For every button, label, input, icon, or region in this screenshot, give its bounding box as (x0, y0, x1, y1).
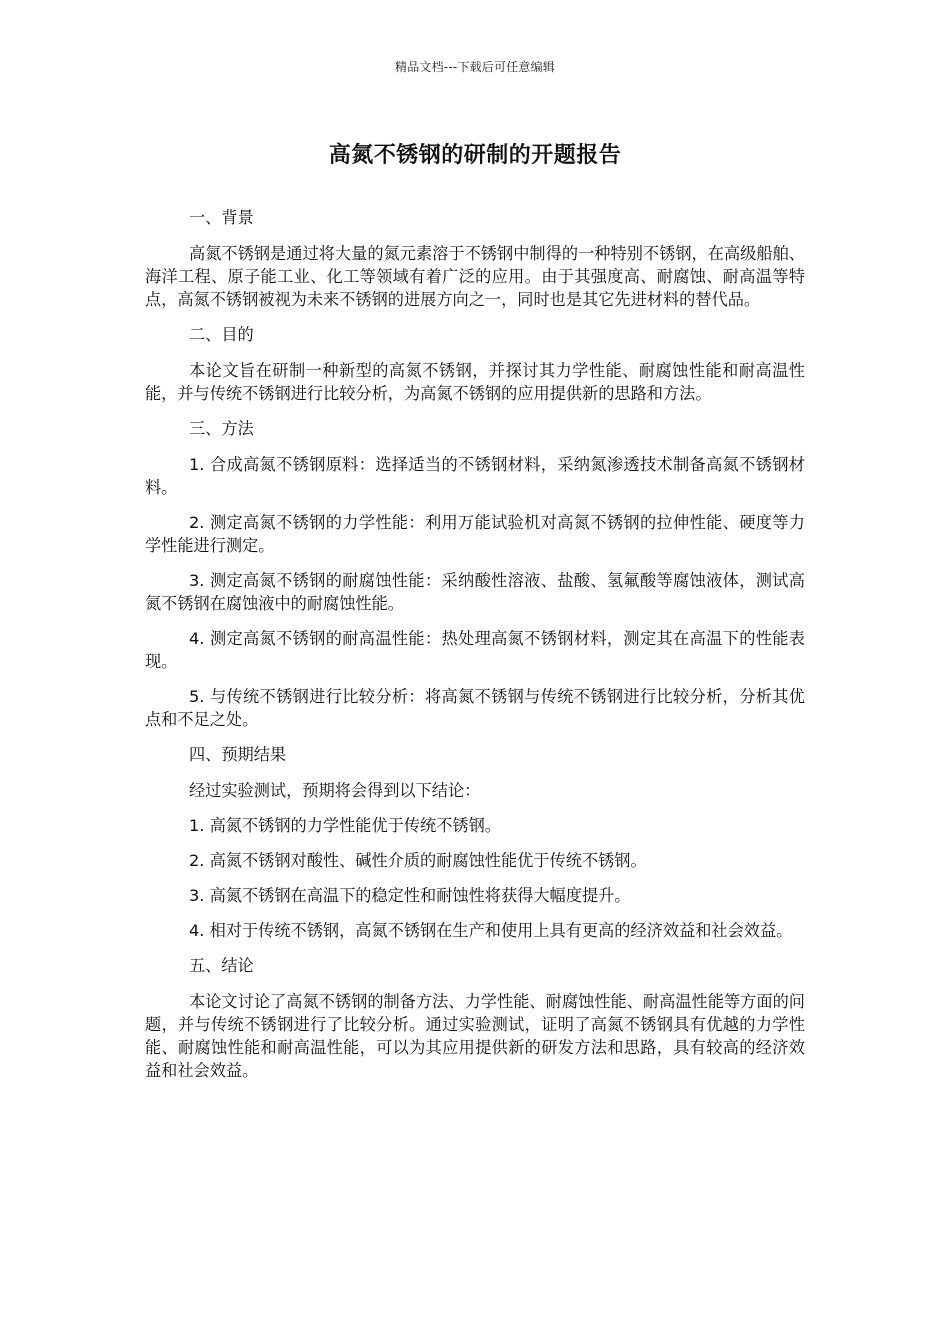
expected-intro: 经过实验测试，预期将会得到以下结论： (189, 781, 481, 800)
expected-item: 2. 高氮不锈钢对酸性、碱性介质的耐腐蚀性能优于传统不锈钢。 (189, 851, 647, 870)
section-heading-background: 一、背景 (189, 208, 254, 227)
document-title: 高氮不锈钢的研制的开题报告 (328, 143, 622, 168)
header-note: 精品文档---下载后可任意编辑 (395, 60, 555, 74)
conclusion-paragraph: 本论文讨论了高氮不锈钢的制备方法、力学性能、耐腐蚀性能、耐高温性能等方面的问题，并与传统不锈钢进行了比较分析。通过实验测试，证明了高氮不锈钢具有优越的力学性能、耐腐蚀性能和耐高温性能，可以为其应用提供新的研发方法和思路，具有较高的经济效益和社会效益。 (145, 992, 805, 1080)
method-item: 3. 测定高氮不锈钢的耐腐蚀性能：采纳酸性溶液、盐酸、氢氟酸等腐蚀液体，测试高氮不锈钢在腐蚀液中的耐腐蚀性能。 (145, 571, 805, 613)
expected-item: 3. 高氮不锈钢在高温下的稳定性和耐蚀性将获得大幅度提升。 (189, 886, 631, 905)
section-heading-conclusion: 五、结论 (189, 956, 254, 975)
method-item: 5. 与传统不锈钢进行比较分析：将高氮不锈钢与传统不锈钢进行比较分析，分析其优点和不足之处。 (145, 687, 805, 729)
purpose-paragraph: 本论文旨在研制一种新型的高氮不锈钢，并探讨其力学性能、耐腐蚀性能和耐高温性能，并与传统不锈钢进行比较分析，为高氮不锈钢的应用提供新的思路和方法。 (145, 361, 805, 403)
section-heading-expected: 四、预期结果 (189, 745, 287, 764)
background-paragraph: 高氮不锈钢是通过将大量的氮元素溶于不锈钢中制得的一种特别不锈钢，在高级船舶、海洋工程、原子能工业、化工等领域有着广泛的应用。由于其强度高、耐腐蚀、耐高温等特点，高氮不锈钢被视为未来不锈钢的进展方向之一，同时也是其它先进材料的替代品。 (145, 244, 805, 309)
method-item: 1. 合成高氮不锈钢原料：选择适当的不锈钢材料，采纳氮渗透技术制备高氮不锈钢材料。 (145, 455, 805, 497)
expected-item: 1. 高氮不锈钢的力学性能优于传统不锈钢。 (189, 816, 501, 835)
section-heading-methods: 三、方法 (189, 419, 254, 438)
expected-item: 4. 相对于传统不锈钢，高氮不锈钢在生产和使用上具有更高的经济效益和社会效益。 (189, 921, 793, 940)
section-heading-purpose: 二、目的 (189, 325, 254, 344)
document-body (145, 206, 805, 1094)
method-item: 4. 测定高氮不锈钢的耐高温性能：热处理高氮不锈钢材料，测定其在高温下的性能表现。 (145, 629, 805, 671)
method-item: 2. 测定高氮不锈钢的力学性能：利用万能试验机对高氮不锈钢的拉伸性能、硬度等力学性能进行测定。 (145, 513, 805, 555)
